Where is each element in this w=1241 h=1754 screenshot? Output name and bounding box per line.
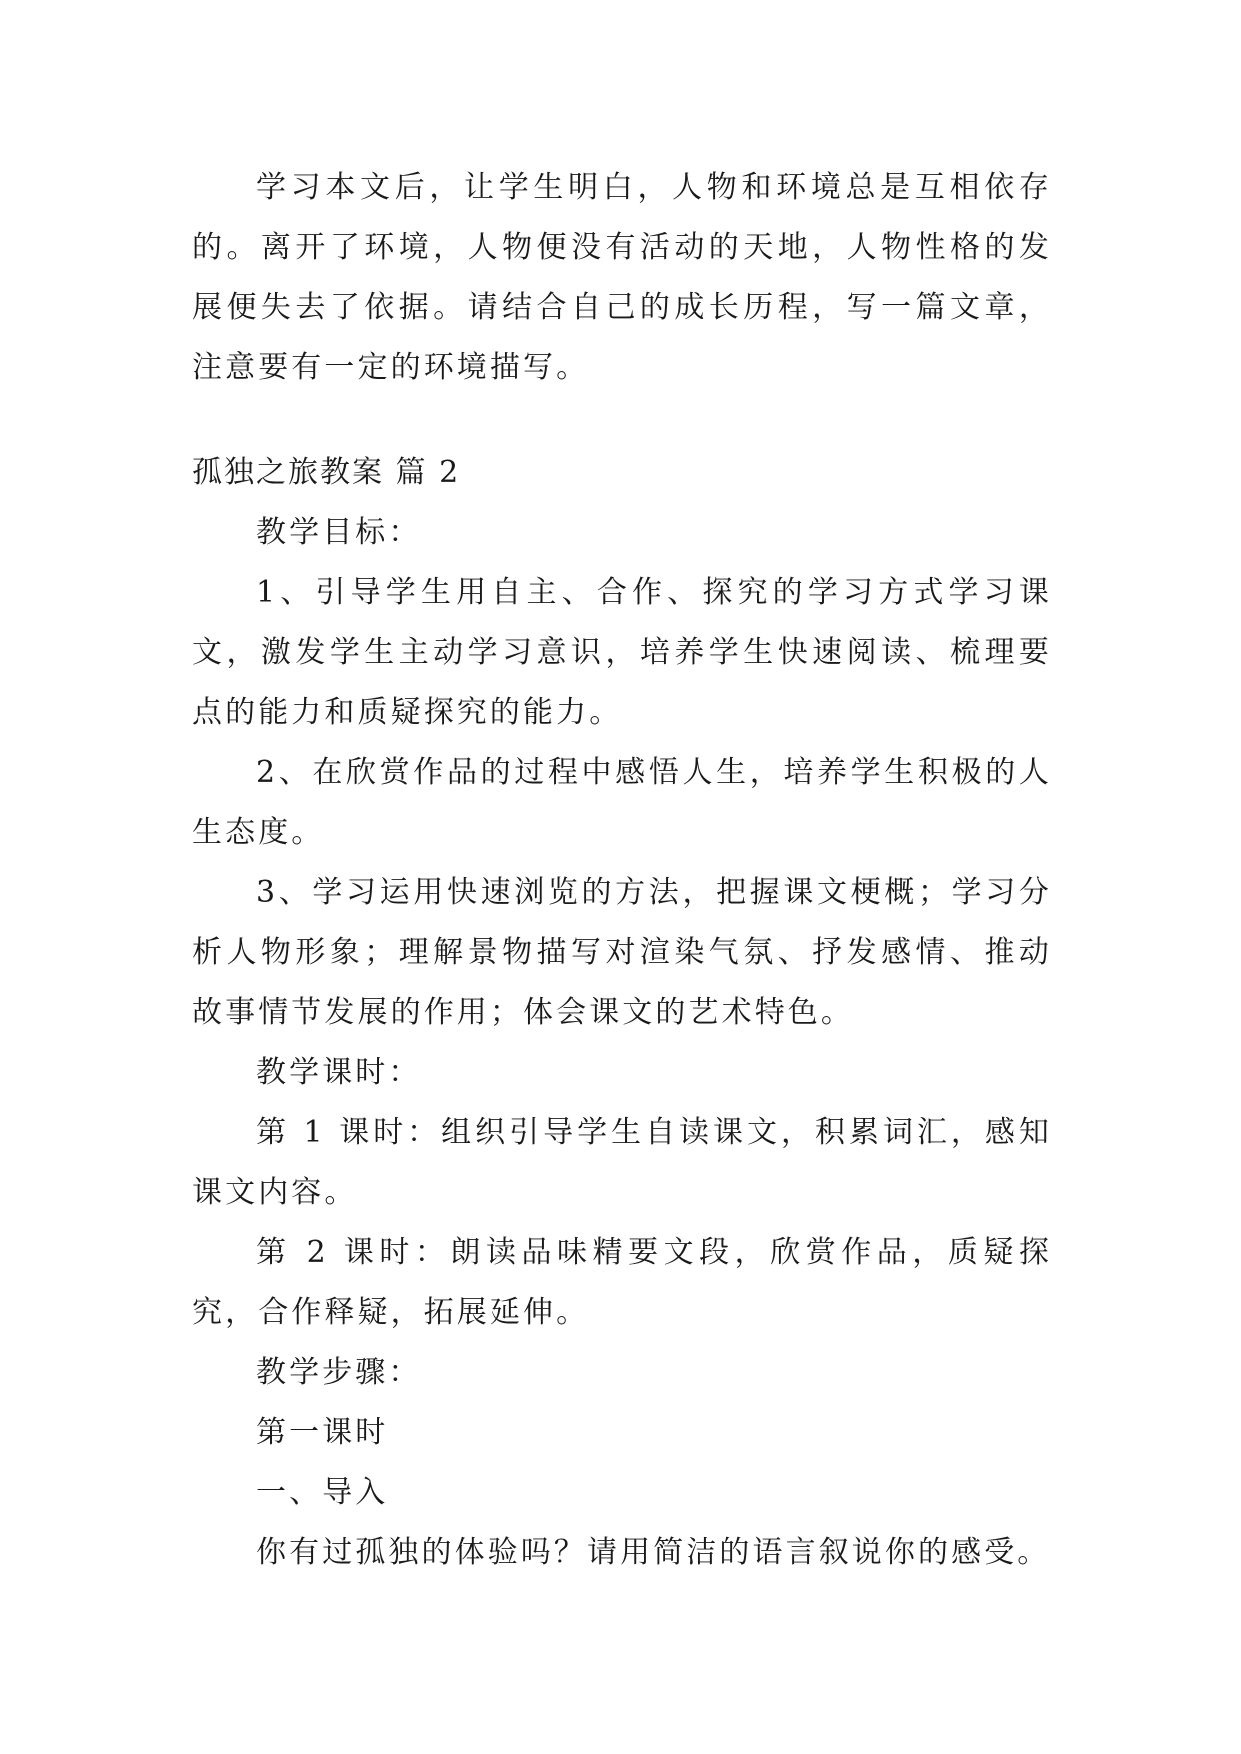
introduction-heading: 一、导入: [256, 1475, 389, 1510]
teaching-steps-heading: 教学步骤：: [256, 1355, 422, 1390]
first-lesson-heading: 第一课时: [256, 1415, 389, 1450]
goal-item-2: 2、在欣赏作品的过程中感悟人生，培养学生积极的人生态度。: [192, 755, 1052, 850]
class-hour-1: 第 1 课时：组织引导学生自读课文，积累词汇，感知课文内容。: [192, 1115, 1052, 1210]
introduction-question: 你有过孤独的体验吗？请用简洁的语言叙说你的感受。: [256, 1535, 1051, 1570]
class-hour-2: 第 2 课时：朗读品味精要文段，欣赏作品，质疑探究，合作释疑，拓展延伸。: [192, 1235, 1052, 1330]
goal-item-1: 1、引导学生用自主、合作、探究的学习方式学习课文，激发学生主动学习意识，培养学生快速阅读、梳理要点的能力和质疑探究的能力。: [192, 575, 1052, 730]
section-heading: 孤独之旅教案 篇 2: [192, 455, 461, 490]
goal-item-3: 3、学习运用快速浏览的方法，把握课文梗概；学习分析人物形象；理解景物描写对渲染气氛、抒发感情、推动故事情节发展的作用；体会课文的艺术特色。: [192, 875, 1052, 1030]
paragraph-writing-task: 学习本文后，让学生明白，人物和环境总是互相依存的。离开了环境，人物便没有活动的天地，人物性格的发展便失去了依据。请结合自己的成长历程，写一篇文章，注意要有一定的环境描写。: [192, 170, 1052, 385]
class-hours-heading: 教学课时：: [256, 1055, 422, 1090]
document-body: [192, 158, 1052, 1583]
teaching-goals-heading: 教学目标：: [256, 515, 422, 550]
